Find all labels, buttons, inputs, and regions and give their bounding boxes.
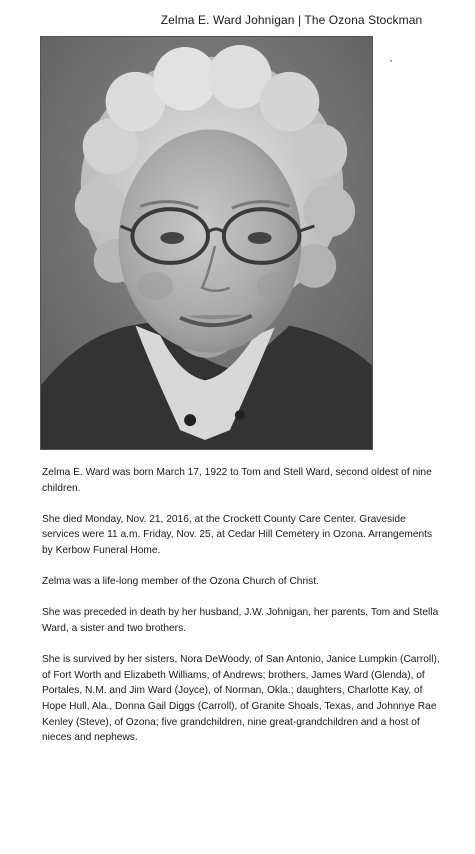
portrait-photo: [40, 36, 373, 450]
obituary-paragraph: She is survived by her sisters, Nora DeWoody, of San Antonio, Janice Lumpkin (Carroll), of Fort Worth and Elizabeth Williams, of Andrews; brothers, James Ward (Glenda), of Portales, N.M. and Jim Ward (Joyce), of Norman, Okla.; daughters, Charlotte Kay, of Hope Hull, Ala., Donna Gail Diggs (Carroll), of Granite Shoals, Texas, and Johnnye Rae Kenley (Steve), of Ozona; five grandchildren, nine great-grandchildren and a host of nieces and nephews.: [42, 654, 440, 744]
obituary-body: [42, 465, 442, 761]
obituary-paragraph: Zelma was a life-long member of the Ozona Church of Christ.: [42, 576, 319, 588]
obituary-paragraph: She was preceded in death by her husband, J.W. Johnigan, her parents, Tom and Stella Ward, a sister and two brothers.: [42, 607, 439, 634]
obituary-paragraph: She died Monday, Nov. 21, 2016, at the Crockett County Care Center. Graveside services were 11 a.m. Friday, Nov. 25, at Cedar Hill Cemetery in Ozona. Arrangements by Kerbow Funeral Home.: [42, 513, 433, 556]
page-title: Zelma E. Ward Johnigan | The Ozona Stockman: [160, 13, 423, 27]
obituary-paragraph: Zelma E. Ward was born March 17, 1922 to Tom and Stell Ward, second oldest of nine children.: [42, 467, 432, 494]
scan-speck: [390, 60, 392, 62]
